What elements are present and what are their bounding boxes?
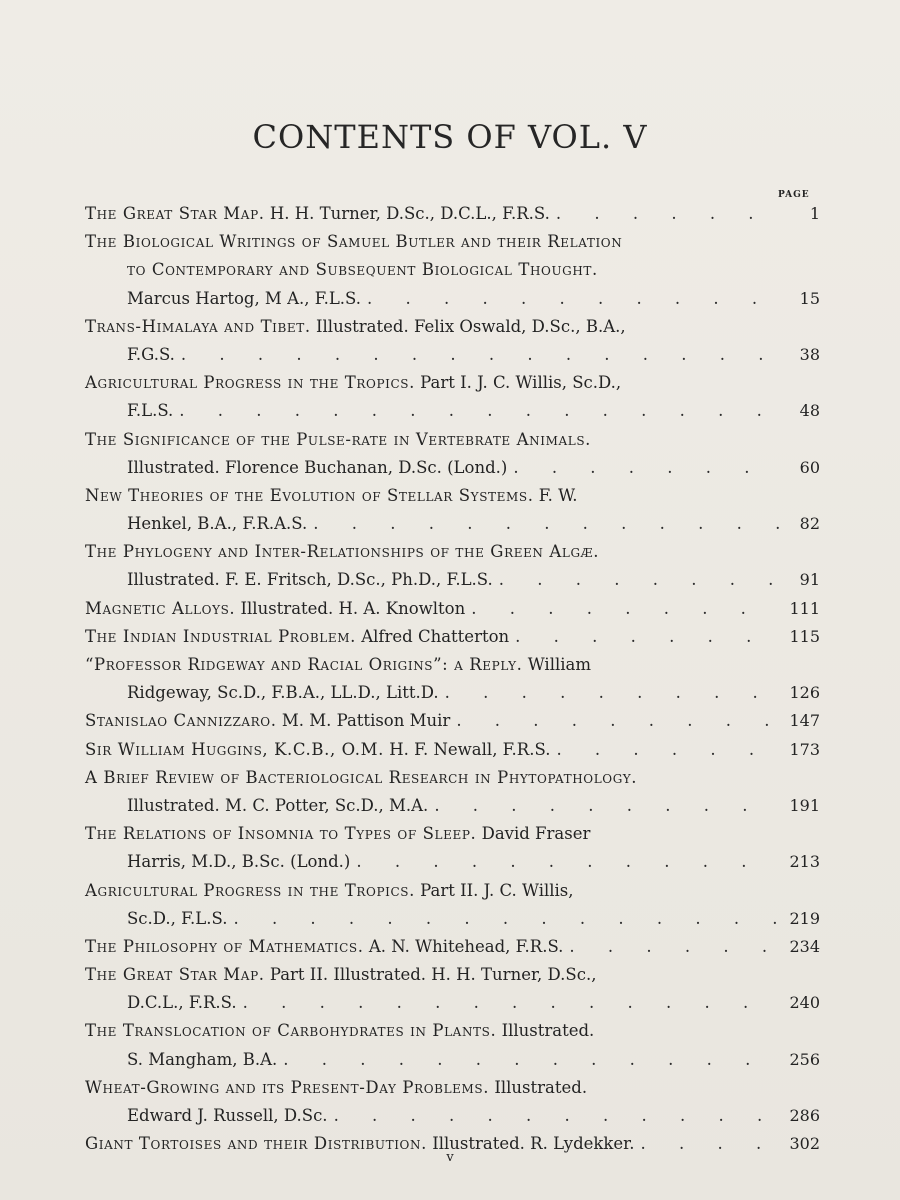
toc-line: [85, 1046, 820, 1074]
toc-line: [85, 792, 820, 820]
toc-line: [85, 679, 820, 707]
toc-line: [85, 905, 820, 933]
toc-line: [85, 651, 820, 679]
dot-leader: [181, 341, 780, 369]
dot-leader: [556, 736, 780, 764]
toc-entry: [85, 820, 820, 876]
entry-author: Illustrated. F. E. Fritsch, D.Sc., Ph.D., F.L.S.: [127, 570, 493, 590]
page-number: 302: [789, 1134, 820, 1154]
page-number: 1: [809, 204, 820, 223]
entry-title: The Relations of Insomnia to Types of Sleep.: [85, 824, 477, 844]
entry-text: [85, 933, 563, 961]
page-number: 256: [789, 1049, 820, 1069]
entry-title: Agricultural Progress in the Tropics.: [85, 373, 415, 393]
page-column-heading: PAGE: [778, 190, 810, 200]
page-number: 91: [799, 570, 820, 590]
entry-title: Trans-Himalaya and Tibet.: [85, 316, 311, 336]
page-number: 173: [789, 739, 820, 759]
toc-entry: [85, 707, 820, 735]
entry-text: [85, 820, 590, 848]
entry-title: New Theories of the Evolution of Stellar Systems.: [85, 485, 534, 505]
toc-line: [85, 877, 820, 905]
entry-text: [85, 764, 637, 792]
toc-line: [85, 426, 820, 454]
dot-leader: [179, 397, 780, 425]
toc-entry: [85, 538, 820, 594]
entry-author: D.C.L., F.R.S.: [127, 993, 237, 1013]
toc-line: [85, 933, 820, 961]
page-number: 240: [789, 993, 820, 1013]
toc-entry: [85, 595, 820, 623]
entry-text: [85, 369, 621, 397]
toc-entry: [85, 736, 820, 764]
entry-author: F. W.: [533, 485, 578, 505]
page-number: 286: [789, 1106, 820, 1125]
toc-line: [85, 313, 820, 341]
entry-author: Part II. J. C. Willis,: [414, 880, 574, 900]
toc-line: [85, 369, 820, 397]
page-number: 15: [799, 288, 820, 308]
entry-text: [127, 341, 175, 369]
entry-text: [127, 566, 493, 594]
entry-author: Ridgeway, Sc.D., F.B.A., LL.D., Litt.D.: [127, 683, 439, 703]
entry-text: [85, 651, 591, 679]
toc-entry: [85, 369, 820, 425]
entry-text: [127, 1046, 277, 1074]
entry-author: Edward J. Russell, D.Sc.: [127, 1106, 328, 1125]
page-number-footer: v: [446, 1150, 454, 1165]
toc-line: [85, 256, 820, 284]
entry-author: S. Mangham, B.A.: [127, 1049, 278, 1069]
toc-line: [85, 1074, 820, 1102]
entry-text: [127, 848, 350, 876]
entry-text: [85, 623, 509, 651]
entry-title: The Indian Industrial Problem.: [85, 626, 356, 646]
entry-author: Illustrated.: [489, 1077, 588, 1097]
toc-entry: [85, 651, 820, 707]
page-number: 111: [789, 598, 820, 618]
entry-text: [127, 792, 428, 820]
toc-line: [85, 228, 820, 256]
entry-title: Wheat-Growing and its Present-Day Problems.: [85, 1077, 490, 1097]
dot-leader: [434, 792, 780, 820]
dot-leader: [471, 595, 780, 623]
entry-text: [127, 679, 439, 707]
toc-line: [85, 989, 820, 1017]
page-title: CONTENTS OF VOL. V: [252, 118, 648, 156]
dot-leader: [356, 848, 780, 876]
entry-title: The Biological Writings of Samuel Butler and their Relation: [85, 232, 623, 252]
toc-line: [85, 736, 820, 764]
dot-leader: [515, 623, 780, 651]
page-number: 213: [789, 852, 820, 872]
entry-author: Harris, M.D., B.Sc. (Lond.): [127, 852, 351, 872]
toc-entry: [85, 1017, 820, 1073]
entry-author: Part II. Illustrated. H. H. Turner, D.Sc.,: [264, 965, 597, 985]
toc-line: [85, 623, 820, 651]
entry-text: [127, 454, 507, 482]
entry-author: Illustrated. R. Lydekker.: [426, 1134, 635, 1154]
page-number: 191: [789, 795, 820, 815]
page-number: 60: [799, 457, 820, 477]
toc-line: [85, 961, 820, 989]
dot-leader: [334, 1102, 780, 1130]
entry-text: [85, 200, 550, 228]
entry-text: [85, 707, 450, 735]
page-number: 48: [799, 401, 820, 421]
dot-leader: [499, 566, 780, 594]
toc-line: [85, 200, 820, 228]
dot-leader: [556, 200, 780, 228]
entry-title: The Great Star Map.: [85, 965, 265, 985]
entry-author: Illustrated. H. A. Knowlton: [235, 598, 466, 618]
entry-text: [85, 313, 626, 341]
toc-entry: [85, 200, 820, 228]
dot-leader: [233, 905, 780, 933]
entry-author: Illustrated.: [496, 1021, 595, 1041]
entry-text: [127, 1102, 328, 1130]
toc-entry: [85, 764, 820, 820]
entry-text: [85, 961, 596, 989]
dot-leader: [313, 510, 780, 538]
entry-title: The Philosophy of Mathematics.: [85, 936, 364, 956]
entry-text: [85, 736, 550, 764]
toc-line: [85, 820, 820, 848]
entry-title: The Significance of the Pulse-rate in Vertebrate Animals.: [85, 429, 591, 449]
entry-title: The Great Star Map.: [85, 204, 265, 223]
entry-text: [127, 256, 598, 284]
entry-text: [85, 426, 591, 454]
toc-entry: [85, 228, 820, 313]
toc-entry: [85, 1074, 820, 1130]
page-number: 219: [789, 908, 820, 928]
toc-line: [85, 538, 820, 566]
page-number: 126: [789, 683, 820, 703]
entry-author: Illustrated. M. C. Potter, Sc.D., M.A.: [127, 795, 429, 815]
toc-entry: [85, 877, 820, 933]
entry-author: David Fraser: [476, 824, 591, 844]
entry-author: M. M. Pattison Muir: [276, 711, 451, 731]
toc-entry: [85, 623, 820, 651]
entry-title: Stanislao Cannizzaro.: [85, 711, 277, 731]
toc-entry: [85, 313, 820, 369]
contents-list: [85, 200, 820, 1158]
entry-title: Agricultural Progress in the Tropics.: [85, 880, 415, 900]
entry-author: H. F. Newall, F.R.S.: [383, 739, 551, 759]
entry-author: A. N. Whitehead, F.R.S.: [363, 936, 564, 956]
dot-leader: [569, 933, 780, 961]
toc-line: [85, 1017, 820, 1045]
page-number: 147: [789, 711, 820, 731]
toc-line: [85, 764, 820, 792]
entry-author: F.G.S.: [127, 344, 175, 364]
entry-author: F.L.S.: [127, 401, 174, 421]
toc-line: [85, 848, 820, 876]
entry-text: [85, 1074, 587, 1102]
page-number: 115: [789, 626, 820, 646]
entry-title: The Translocation of Carbohydrates in Plants.: [85, 1021, 497, 1041]
toc-line: [85, 566, 820, 594]
entry-author: H. H. Turner, D.Sc., D.C.L., F.R.S.: [264, 204, 550, 223]
toc-line: [85, 707, 820, 735]
page-number: 38: [799, 344, 820, 364]
entry-author: Sc.D., F.L.S.: [127, 908, 228, 928]
toc-line: [85, 397, 820, 425]
entry-text: [85, 482, 577, 510]
toc-line: [85, 1102, 820, 1130]
entry-author: Alfred Chatterton: [355, 626, 510, 646]
toc-entry: [85, 482, 820, 538]
entry-text: [85, 228, 622, 256]
entry-title: Sir William Huggins, K.C.B., O.M.: [85, 739, 384, 759]
entry-author: Part I. J. C. Willis, Sc.D.,: [414, 373, 622, 393]
entry-title: The Phylogeny and Inter-Relationships of the Green Algæ.: [85, 542, 600, 562]
dot-leader: [283, 1046, 780, 1074]
entry-author: Illustrated. Felix Oswald, D.Sc., B.A.,: [310, 316, 626, 336]
toc-line: [85, 595, 820, 623]
page-number: 234: [789, 936, 820, 956]
toc-entry: [85, 961, 820, 1017]
entry-text: [85, 595, 465, 623]
toc-line: [85, 510, 820, 538]
entry-author: Illustrated. Florence Buchanan, D.Sc. (Lond.): [127, 457, 508, 477]
toc-line: [85, 482, 820, 510]
entry-author: Marcus Hartog, M A., F.L.S.: [127, 288, 362, 308]
page-number: 82: [799, 514, 820, 534]
entry-title: to Contemporary and Subsequent Biological Thought.: [127, 260, 598, 280]
dot-leader: [456, 707, 780, 735]
toc-line: [85, 341, 820, 369]
dot-leader: [243, 989, 780, 1017]
entry-text: [127, 285, 361, 313]
dot-leader: [513, 454, 780, 482]
entry-title: “Professor Ridgeway and Racial Origins”: a Reply.: [85, 655, 523, 674]
dot-leader: [367, 285, 780, 313]
dot-leader: [445, 679, 780, 707]
toc-line: [85, 454, 820, 482]
entry-text: [127, 397, 173, 425]
toc-entry: [85, 933, 820, 961]
entry-title: Magnetic Alloys.: [85, 598, 236, 618]
entry-text: [127, 989, 237, 1017]
entry-text: [127, 905, 227, 933]
entry-text: [127, 510, 307, 538]
entry-title: A Brief Review of Bacteriological Research in Phytopathology.: [85, 767, 638, 787]
entry-text: [85, 1017, 594, 1045]
toc-entry: [85, 426, 820, 482]
entry-text: [85, 877, 574, 905]
entry-author: William: [522, 655, 592, 674]
entry-author: Henkel, B.A., F.R.A.S.: [127, 514, 308, 534]
entry-title: Giant Tortoises and their Distribution.: [85, 1134, 427, 1154]
toc-line: [85, 285, 820, 313]
entry-text: [85, 538, 599, 566]
